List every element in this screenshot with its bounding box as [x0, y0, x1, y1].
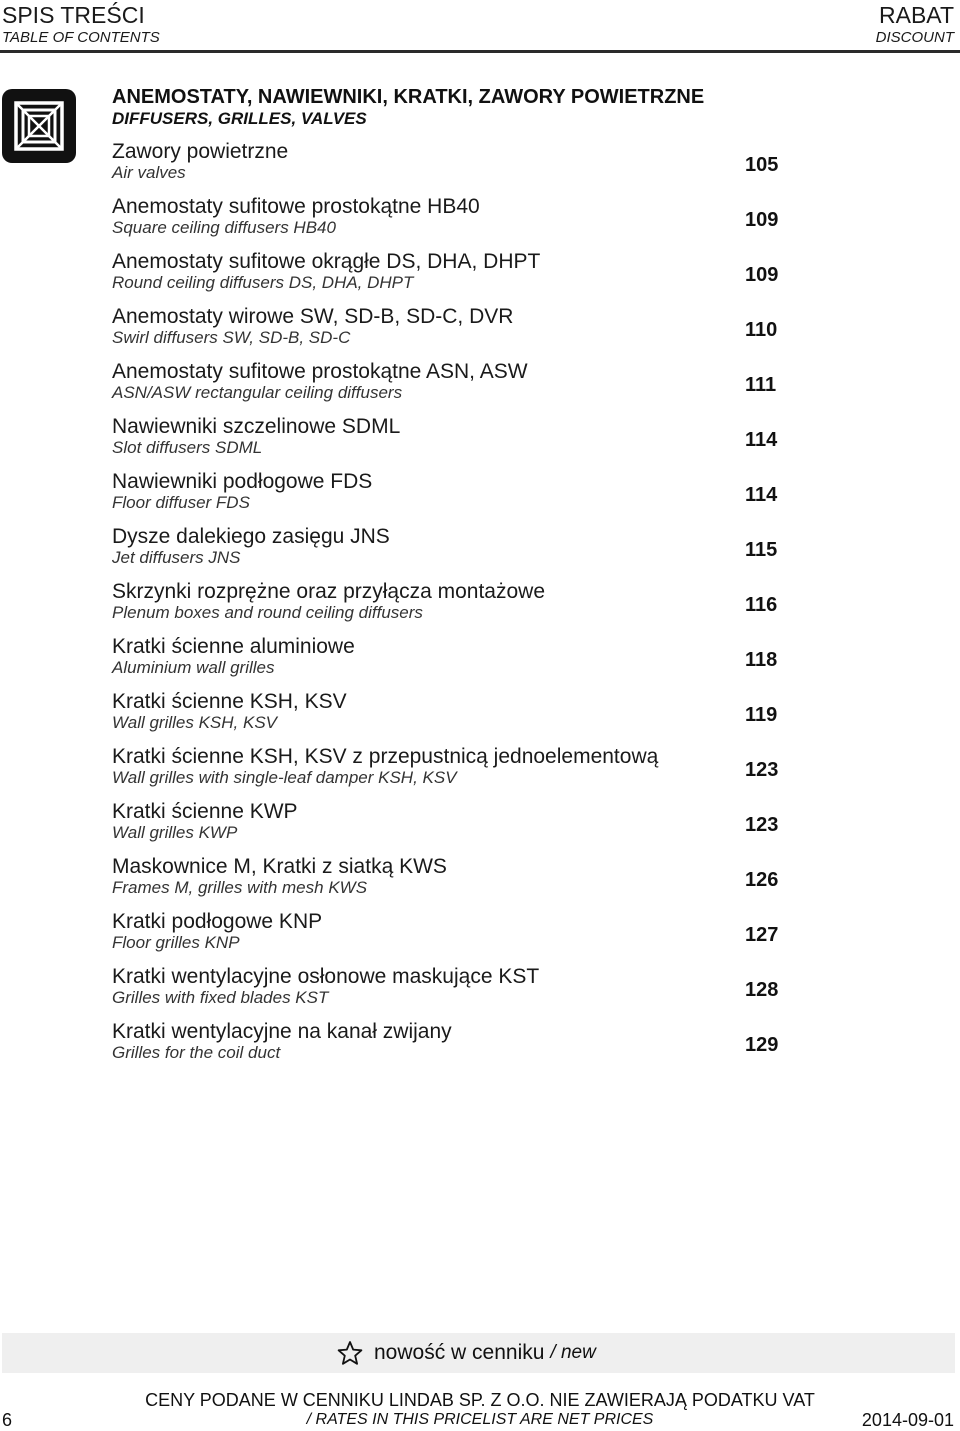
entry-title-pl: Anemostaty sufitowe prostokątne ASN, ASW [112, 360, 528, 383]
entry-title-en: Slot diffusers SDML [112, 438, 263, 457]
toc-entry[interactable] [0, 360, 960, 415]
legend-bar [2, 1333, 955, 1373]
entry-title-pl: Kratki wentylacyjne osłonowe maskujące KST [112, 965, 540, 988]
entry-title-en: Jet diffusers JNS [112, 548, 241, 567]
toc-entry[interactable] [0, 305, 960, 360]
page-header [0, 0, 960, 52]
toc-entry[interactable] [0, 965, 960, 1020]
page-number: 6 [2, 1410, 13, 1430]
entry-title-en: Wall grilles KSH, KSV [112, 713, 278, 732]
entry-page-number: 123 [745, 759, 779, 781]
entry-title-pl: Anemostaty wirowe SW, SD-B, SD-C, DVR [112, 305, 514, 328]
entry-title-pl: Zawory powietrzne [112, 140, 289, 163]
toc-entry[interactable] [0, 195, 960, 250]
discount-subtitle: DISCOUNT [875, 29, 954, 46]
entry-title-pl: Nawiewniki podłogowe FDS [112, 470, 373, 493]
entry-page-number: 116 [745, 594, 778, 616]
legend-subtext: / new [550, 1342, 596, 1363]
toc-entry[interactable] [0, 580, 960, 635]
entry-title-pl: Anemostaty sufitowe prostokątne HB40 [112, 195, 480, 218]
entry-page-number: 128 [745, 979, 779, 1001]
entry-title-en: Air valves [112, 163, 186, 182]
legend [337, 1340, 596, 1366]
header-left [2, 2, 160, 47]
entry-page-number: 109 [745, 209, 779, 231]
entry-title-en: Aluminium wall grilles [112, 658, 275, 677]
entry-page-number: 114 [745, 429, 778, 451]
entry-title-en: Square ceiling diffusers HB40 [112, 218, 336, 237]
header-divider [0, 50, 960, 53]
entry-title-pl: Kratki ścienne KSH, KSV [112, 690, 347, 713]
entry-title-pl: Nawiewniki szczelinowe SDML [112, 415, 401, 438]
entry-title-pl: Kratki wentylacyjne na kanał zwijany [112, 1020, 452, 1043]
entry-page-number: 111 [745, 374, 777, 396]
entry-title-en: Wall grilles KWP [112, 823, 238, 842]
entry-page-number: 114 [745, 484, 778, 506]
entry-title-en: Floor diffuser FDS [112, 493, 250, 512]
discount-title: RABAT [879, 2, 954, 28]
toc-entry[interactable] [0, 415, 960, 470]
entry-title-en: Wall grilles with single-leaf damper KSH, KSV [112, 768, 457, 787]
entry-page-number: 126 [745, 869, 779, 891]
legend-text: nowość w cenniku [374, 1341, 545, 1364]
section-heading [112, 85, 772, 129]
header-right [876, 2, 954, 47]
entry-title-en: Grilles with fixed blades KST [112, 988, 329, 1007]
entry-page-number: 129 [745, 1034, 779, 1056]
entry-title-en: Plenum boxes and round ceiling diffusers [112, 603, 423, 622]
entry-page-number: 115 [745, 539, 778, 561]
section-title-en: DIFFUSERS, GRILLES, VALVES [112, 109, 367, 128]
toc-entry[interactable] [0, 470, 960, 525]
entry-title-pl: Skrzynki rozprężne oraz przyłącza montażowe [112, 580, 546, 603]
entry-title-pl: Dysze dalekiego zasięgu JNS [112, 525, 390, 548]
entry-page-number: 110 [745, 319, 778, 341]
toc-entry[interactable] [0, 525, 960, 580]
toc-entry[interactable] [0, 745, 960, 800]
toc-title: SPIS TREŚCI [2, 2, 145, 28]
toc-entry[interactable] [0, 140, 960, 195]
entry-title-en: ASN/ASW rectangular ceiling diffusers [112, 383, 403, 402]
vat-note-en: / RATES IN THIS PRICELIST ARE NET PRICES [306, 1411, 654, 1428]
toc-entry[interactable] [0, 1020, 960, 1075]
entry-page-number: 109 [745, 264, 779, 286]
entry-title-en: Round ceiling diffusers DS, DHA, DHPT [112, 273, 414, 292]
entry-title-pl: Kratki ścienne aluminiowe [112, 635, 355, 658]
toc-entry[interactable] [0, 800, 960, 855]
star-outline-icon [337, 1340, 363, 1366]
toc-entry[interactable] [0, 910, 960, 965]
entry-page-number: 105 [745, 154, 779, 176]
entry-page-number: 118 [745, 649, 778, 671]
toc-entry[interactable] [0, 690, 960, 745]
entry-title-pl: Maskownice M, Kratki z siatką KWS [112, 855, 447, 878]
entry-title-pl: Kratki ścienne KWP [112, 800, 298, 823]
toc-entry[interactable] [0, 635, 960, 690]
vat-note: CENY PODANE W CENNIKU LINDAB SP. Z O.O. NIE ZAWIERAJĄ PODATKU VAT [145, 1390, 815, 1410]
entry-page-number: 123 [745, 814, 779, 836]
entry-title-en: Frames M, grilles with mesh KWS [112, 878, 368, 897]
entry-page-number: 127 [745, 924, 779, 946]
entry-title-en: Grilles for the coil duct [112, 1043, 281, 1062]
toc-subtitle: TABLE OF CONTENTS [2, 29, 160, 46]
entry-title-en: Floor grilles KNP [112, 933, 240, 952]
toc-entry[interactable] [0, 250, 960, 305]
entry-page-number: 119 [745, 704, 778, 726]
entry-title-pl: Kratki podłogowe KNP [112, 910, 323, 933]
section-title-pl: ANEMOSTATY, NAWIEWNIKI, KRATKI, ZAWORY POWIETRZNE [112, 86, 705, 108]
entry-title-pl: Anemostaty sufitowe okrągłe DS, DHA, DHPT [112, 250, 541, 273]
entry-title-en: Swirl diffusers SW, SD-B, SD-C [112, 328, 351, 347]
page-footer [0, 1380, 960, 1430]
footer-date: 2014-09-01 [861, 1410, 954, 1430]
toc-entry[interactable] [0, 855, 960, 910]
entry-title-pl: Kratki ścienne KSH, KSV z przepustnicą jednoelementową [112, 745, 659, 768]
